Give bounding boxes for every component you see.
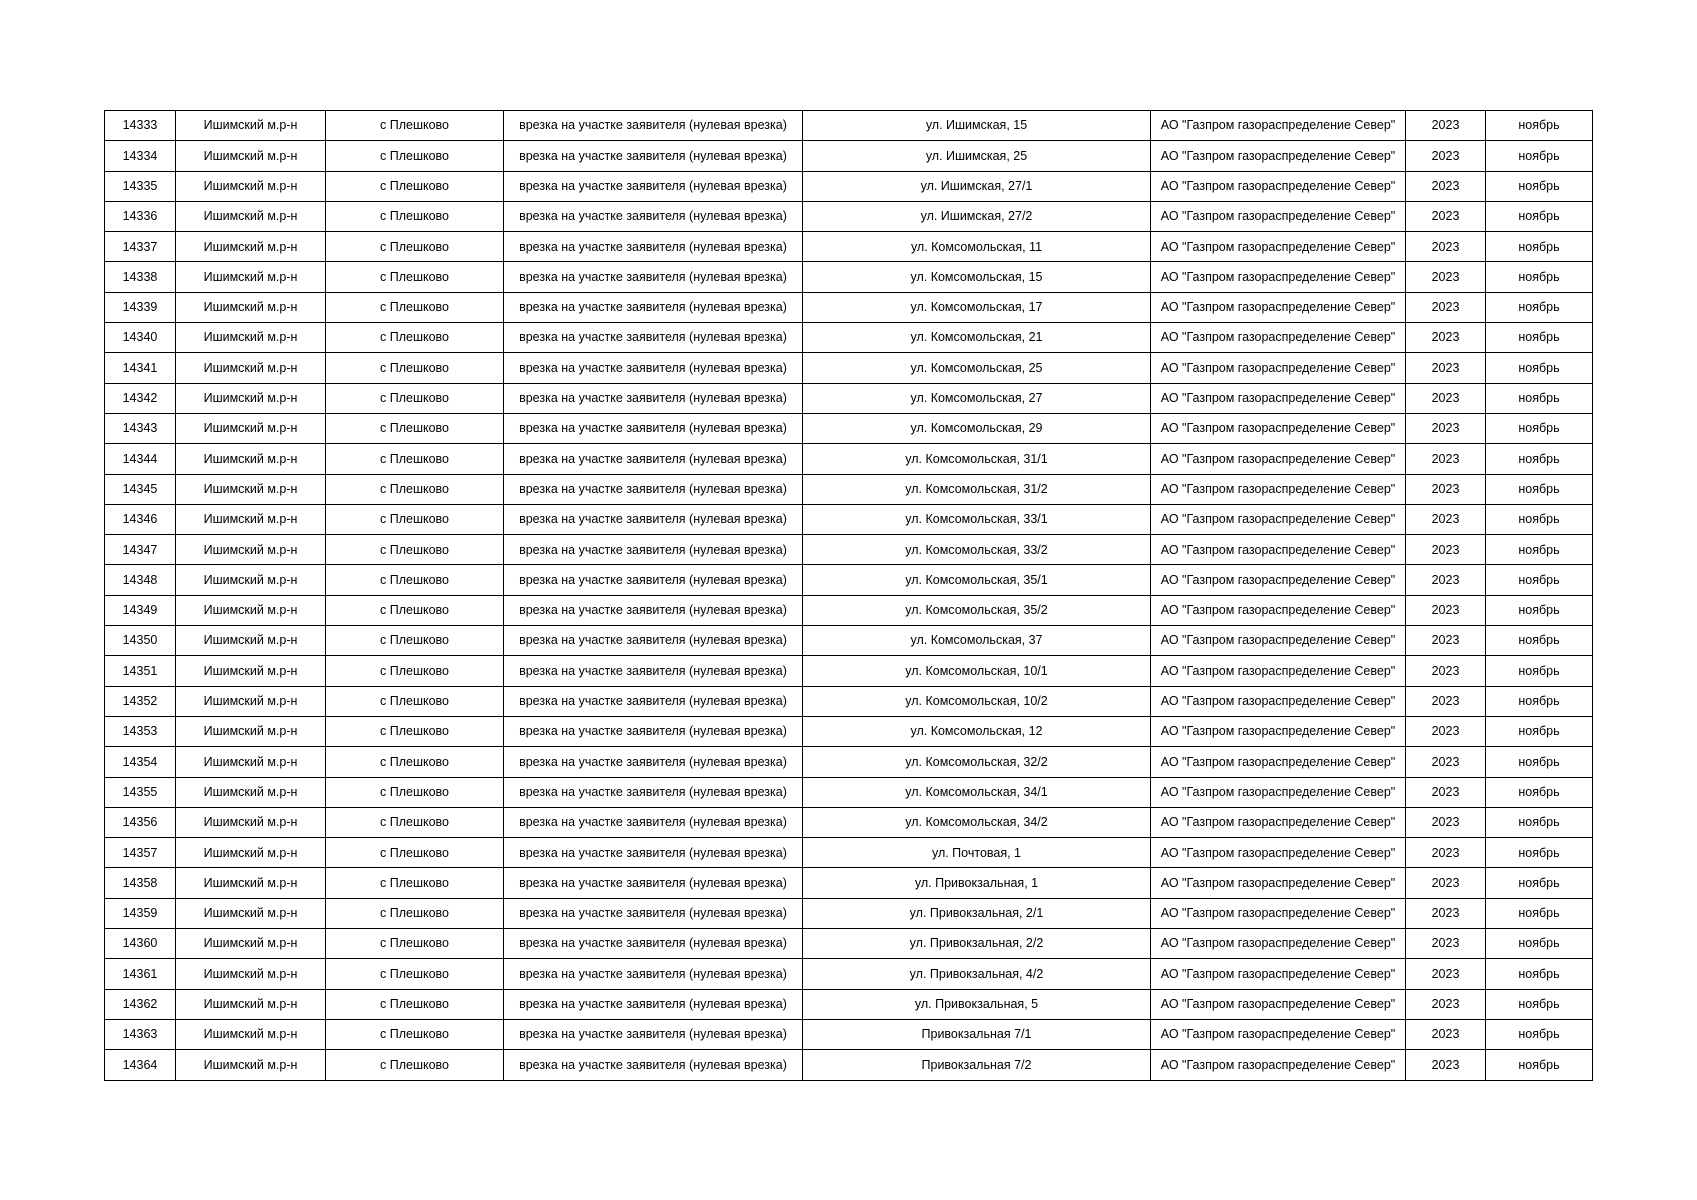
cell-organization: АО "Газпром газораспределение Север" bbox=[1151, 1050, 1406, 1080]
cell-month: ноябрь bbox=[1486, 838, 1593, 868]
cell-month: ноябрь bbox=[1486, 111, 1593, 141]
cell-connection-type: врезка на участке заявителя (нулевая врезка) bbox=[504, 232, 803, 262]
cell-year: 2023 bbox=[1406, 747, 1486, 777]
cell-month: ноябрь bbox=[1486, 989, 1593, 1019]
cell-organization: АО "Газпром газораспределение Север" bbox=[1151, 686, 1406, 716]
cell-year: 2023 bbox=[1406, 262, 1486, 292]
cell-settlement: с Плешково bbox=[326, 807, 504, 837]
cell-connection-type: врезка на участке заявителя (нулевая врезка) bbox=[504, 504, 803, 534]
cell-settlement: с Плешково bbox=[326, 444, 504, 474]
cell-organization: АО "Газпром газораспределение Север" bbox=[1151, 656, 1406, 686]
cell-district: Ишимский м.р-н bbox=[176, 747, 326, 777]
cell-month: ноябрь bbox=[1486, 929, 1593, 959]
cell-month: ноябрь bbox=[1486, 201, 1593, 231]
cell-settlement: с Плешково bbox=[326, 898, 504, 928]
cell-number: 14362 bbox=[105, 989, 176, 1019]
cell-connection-type: врезка на участке заявителя (нулевая врезка) bbox=[504, 413, 803, 443]
cell-address: ул. Комсомольская, 33/1 bbox=[803, 504, 1151, 534]
cell-number: 14357 bbox=[105, 838, 176, 868]
cell-connection-type: врезка на участке заявителя (нулевая врезка) bbox=[504, 141, 803, 171]
cell-month: ноябрь bbox=[1486, 1050, 1593, 1080]
cell-organization: АО "Газпром газораспределение Север" bbox=[1151, 111, 1406, 141]
cell-district: Ишимский м.р-н bbox=[176, 535, 326, 565]
cell-organization: АО "Газпром газораспределение Север" bbox=[1151, 383, 1406, 413]
cell-year: 2023 bbox=[1406, 959, 1486, 989]
cell-organization: АО "Газпром газораспределение Север" bbox=[1151, 1019, 1406, 1049]
cell-organization: АО "Газпром газораспределение Север" bbox=[1151, 171, 1406, 201]
cell-address: ул. Комсомольская, 29 bbox=[803, 413, 1151, 443]
cell-connection-type: врезка на участке заявителя (нулевая врезка) bbox=[504, 535, 803, 565]
cell-district: Ишимский м.р-н bbox=[176, 686, 326, 716]
table-row bbox=[105, 747, 1593, 777]
cell-organization: АО "Газпром газораспределение Север" bbox=[1151, 323, 1406, 353]
cell-number: 14346 bbox=[105, 504, 176, 534]
cell-connection-type: врезка на участке заявителя (нулевая врезка) bbox=[504, 1019, 803, 1049]
cell-month: ноябрь bbox=[1486, 777, 1593, 807]
cell-month: ноябрь bbox=[1486, 716, 1593, 746]
table-row bbox=[105, 201, 1593, 231]
table-row bbox=[105, 838, 1593, 868]
cell-address: ул. Привокзальная, 1 bbox=[803, 868, 1151, 898]
cell-organization: АО "Газпром газораспределение Север" bbox=[1151, 141, 1406, 171]
cell-settlement: с Плешково bbox=[326, 383, 504, 413]
cell-number: 14342 bbox=[105, 383, 176, 413]
cell-address: ул. Комсомольская, 34/1 bbox=[803, 777, 1151, 807]
cell-year: 2023 bbox=[1406, 898, 1486, 928]
cell-district: Ишимский м.р-н bbox=[176, 1050, 326, 1080]
cell-year: 2023 bbox=[1406, 838, 1486, 868]
cell-year: 2023 bbox=[1406, 232, 1486, 262]
cell-settlement: с Плешково bbox=[326, 1019, 504, 1049]
table-row bbox=[105, 171, 1593, 201]
cell-connection-type: врезка на участке заявителя (нулевая врезка) bbox=[504, 989, 803, 1019]
cell-month: ноябрь bbox=[1486, 353, 1593, 383]
table-row bbox=[105, 989, 1593, 1019]
cell-address: ул. Почтовая, 1 bbox=[803, 838, 1151, 868]
cell-address: Привокзальная 7/2 bbox=[803, 1050, 1151, 1080]
cell-number: 14348 bbox=[105, 565, 176, 595]
cell-number: 14354 bbox=[105, 747, 176, 777]
cell-district: Ишимский м.р-н bbox=[176, 444, 326, 474]
cell-number: 14347 bbox=[105, 535, 176, 565]
table-row bbox=[105, 716, 1593, 746]
cell-connection-type: врезка на участке заявителя (нулевая врезка) bbox=[504, 353, 803, 383]
cell-connection-type: врезка на участке заявителя (нулевая врезка) bbox=[504, 868, 803, 898]
cell-year: 2023 bbox=[1406, 716, 1486, 746]
cell-connection-type: врезка на участке заявителя (нулевая врезка) bbox=[504, 201, 803, 231]
cell-connection-type: врезка на участке заявителя (нулевая врезка) bbox=[504, 444, 803, 474]
cell-address: Привокзальная 7/1 bbox=[803, 1019, 1151, 1049]
cell-month: ноябрь bbox=[1486, 1019, 1593, 1049]
cell-district: Ишимский м.р-н bbox=[176, 413, 326, 443]
cell-connection-type: врезка на участке заявителя (нулевая врезка) bbox=[504, 171, 803, 201]
table-row bbox=[105, 898, 1593, 928]
cell-address: ул. Ишимская, 15 bbox=[803, 111, 1151, 141]
cell-month: ноябрь bbox=[1486, 262, 1593, 292]
cell-number: 14361 bbox=[105, 959, 176, 989]
cell-organization: АО "Газпром газораспределение Север" bbox=[1151, 535, 1406, 565]
cell-settlement: с Плешково bbox=[326, 504, 504, 534]
table-row bbox=[105, 474, 1593, 504]
cell-address: ул. Ишимская, 25 bbox=[803, 141, 1151, 171]
table-row bbox=[105, 1050, 1593, 1080]
cell-district: Ишимский м.р-н bbox=[176, 201, 326, 231]
cell-connection-type: врезка на участке заявителя (нулевая врезка) bbox=[504, 686, 803, 716]
cell-address: ул. Комсомольская, 21 bbox=[803, 323, 1151, 353]
cell-number: 14335 bbox=[105, 171, 176, 201]
cell-district: Ишимский м.р-н bbox=[176, 898, 326, 928]
cell-address: ул. Привокзальная, 2/1 bbox=[803, 898, 1151, 928]
cell-month: ноябрь bbox=[1486, 565, 1593, 595]
cell-connection-type: врезка на участке заявителя (нулевая врезка) bbox=[504, 898, 803, 928]
cell-settlement: с Плешково bbox=[326, 111, 504, 141]
cell-district: Ишимский м.р-н bbox=[176, 595, 326, 625]
cell-district: Ишимский м.р-н bbox=[176, 232, 326, 262]
cell-address: ул. Комсомольская, 12 bbox=[803, 716, 1151, 746]
cell-month: ноябрь bbox=[1486, 141, 1593, 171]
cell-month: ноябрь bbox=[1486, 535, 1593, 565]
cell-year: 2023 bbox=[1406, 595, 1486, 625]
cell-organization: АО "Газпром газораспределение Север" bbox=[1151, 504, 1406, 534]
cell-connection-type: врезка на участке заявителя (нулевая врезка) bbox=[504, 383, 803, 413]
cell-year: 2023 bbox=[1406, 868, 1486, 898]
cell-connection-type: врезка на участке заявителя (нулевая врезка) bbox=[504, 626, 803, 656]
table-row bbox=[105, 292, 1593, 322]
table-row bbox=[105, 232, 1593, 262]
cell-settlement: с Плешково bbox=[326, 686, 504, 716]
table-row bbox=[105, 1019, 1593, 1049]
table-row bbox=[105, 413, 1593, 443]
table-row bbox=[105, 535, 1593, 565]
cell-month: ноябрь bbox=[1486, 686, 1593, 716]
cell-settlement: с Плешково bbox=[326, 959, 504, 989]
cell-address: ул. Комсомольская, 17 bbox=[803, 292, 1151, 322]
cell-settlement: с Плешково bbox=[326, 595, 504, 625]
cell-organization: АО "Газпром газораспределение Север" bbox=[1151, 807, 1406, 837]
cell-address: ул. Привокзальная, 4/2 bbox=[803, 959, 1151, 989]
cell-address: ул. Привокзальная, 2/2 bbox=[803, 929, 1151, 959]
cell-settlement: с Плешково bbox=[326, 292, 504, 322]
cell-district: Ишимский м.р-н bbox=[176, 1019, 326, 1049]
cell-number: 14344 bbox=[105, 444, 176, 474]
cell-year: 2023 bbox=[1406, 413, 1486, 443]
cell-address: ул. Комсомольская, 34/2 bbox=[803, 807, 1151, 837]
cell-settlement: с Плешково bbox=[326, 868, 504, 898]
cell-district: Ишимский м.р-н bbox=[176, 111, 326, 141]
cell-number: 14359 bbox=[105, 898, 176, 928]
cell-address: ул. Комсомольская, 31/1 bbox=[803, 444, 1151, 474]
cell-number: 14338 bbox=[105, 262, 176, 292]
cell-organization: АО "Газпром газораспределение Север" bbox=[1151, 898, 1406, 928]
table-row bbox=[105, 807, 1593, 837]
cell-number: 14351 bbox=[105, 656, 176, 686]
cell-address: ул. Комсомольская, 10/1 bbox=[803, 656, 1151, 686]
cell-settlement: с Плешково bbox=[326, 535, 504, 565]
cell-settlement: с Плешково bbox=[326, 565, 504, 595]
table-row bbox=[105, 777, 1593, 807]
cell-district: Ишимский м.р-н bbox=[176, 959, 326, 989]
cell-number: 14363 bbox=[105, 1019, 176, 1049]
cell-district: Ишимский м.р-н bbox=[176, 141, 326, 171]
cell-month: ноябрь bbox=[1486, 959, 1593, 989]
cell-district: Ишимский м.р-н bbox=[176, 262, 326, 292]
cell-address: ул. Комсомольская, 11 bbox=[803, 232, 1151, 262]
cell-district: Ишимский м.р-н bbox=[176, 323, 326, 353]
cell-district: Ишимский м.р-н bbox=[176, 716, 326, 746]
cell-year: 2023 bbox=[1406, 656, 1486, 686]
table-row bbox=[105, 323, 1593, 353]
cell-connection-type: врезка на участке заявителя (нулевая врезка) bbox=[504, 656, 803, 686]
cell-year: 2023 bbox=[1406, 686, 1486, 716]
cell-settlement: с Плешково bbox=[326, 353, 504, 383]
cell-year: 2023 bbox=[1406, 1019, 1486, 1049]
cell-number: 14349 bbox=[105, 595, 176, 625]
cell-connection-type: врезка на участке заявителя (нулевая врезка) bbox=[504, 807, 803, 837]
cell-district: Ишимский м.р-н bbox=[176, 504, 326, 534]
cell-organization: АО "Газпром газораспределение Север" bbox=[1151, 474, 1406, 504]
cell-connection-type: врезка на участке заявителя (нулевая врезка) bbox=[504, 777, 803, 807]
cell-year: 2023 bbox=[1406, 565, 1486, 595]
cell-number: 14339 bbox=[105, 292, 176, 322]
cell-month: ноябрь bbox=[1486, 898, 1593, 928]
cell-year: 2023 bbox=[1406, 626, 1486, 656]
cell-connection-type: врезка на участке заявителя (нулевая врезка) bbox=[504, 929, 803, 959]
cell-connection-type: врезка на участке заявителя (нулевая врезка) bbox=[504, 292, 803, 322]
table-row bbox=[105, 656, 1593, 686]
cell-number: 14358 bbox=[105, 868, 176, 898]
cell-organization: АО "Газпром газораспределение Север" bbox=[1151, 201, 1406, 231]
cell-year: 2023 bbox=[1406, 171, 1486, 201]
cell-address: ул. Комсомольская, 31/2 bbox=[803, 474, 1151, 504]
cell-district: Ишимский м.р-н bbox=[176, 838, 326, 868]
cell-number: 14364 bbox=[105, 1050, 176, 1080]
cell-number: 14352 bbox=[105, 686, 176, 716]
cell-connection-type: врезка на участке заявителя (нулевая врезка) bbox=[504, 838, 803, 868]
cell-year: 2023 bbox=[1406, 504, 1486, 534]
cell-month: ноябрь bbox=[1486, 807, 1593, 837]
cell-organization: АО "Газпром газораспределение Север" bbox=[1151, 777, 1406, 807]
table-row bbox=[105, 565, 1593, 595]
cell-address: ул. Ишимская, 27/2 bbox=[803, 201, 1151, 231]
cell-organization: АО "Газпром газораспределение Север" bbox=[1151, 989, 1406, 1019]
cell-address: ул. Комсомольская, 25 bbox=[803, 353, 1151, 383]
cell-connection-type: врезка на участке заявителя (нулевая врезка) bbox=[504, 1050, 803, 1080]
cell-district: Ишимский м.р-н bbox=[176, 353, 326, 383]
cell-year: 2023 bbox=[1406, 292, 1486, 322]
cell-connection-type: врезка на участке заявителя (нулевая врезка) bbox=[504, 716, 803, 746]
cell-year: 2023 bbox=[1406, 201, 1486, 231]
cell-number: 14337 bbox=[105, 232, 176, 262]
cell-organization: АО "Газпром газораспределение Север" bbox=[1151, 232, 1406, 262]
cell-number: 14355 bbox=[105, 777, 176, 807]
cell-connection-type: врезка на участке заявителя (нулевая врезка) bbox=[504, 959, 803, 989]
table-row bbox=[105, 262, 1593, 292]
cell-month: ноябрь bbox=[1486, 232, 1593, 262]
cell-number: 14350 bbox=[105, 626, 176, 656]
cell-settlement: с Плешково bbox=[326, 626, 504, 656]
cell-district: Ишимский м.р-н bbox=[176, 989, 326, 1019]
table-row bbox=[105, 111, 1593, 141]
cell-connection-type: врезка на участке заявителя (нулевая врезка) bbox=[504, 323, 803, 353]
cell-settlement: с Плешково bbox=[326, 413, 504, 443]
cell-address: ул. Комсомольская, 37 bbox=[803, 626, 1151, 656]
cell-district: Ишимский м.р-н bbox=[176, 929, 326, 959]
cell-settlement: с Плешково bbox=[326, 474, 504, 504]
cell-connection-type: врезка на участке заявителя (нулевая врезка) bbox=[504, 565, 803, 595]
cell-district: Ишимский м.р-н bbox=[176, 383, 326, 413]
cell-year: 2023 bbox=[1406, 383, 1486, 413]
table-row bbox=[105, 141, 1593, 171]
cell-address: ул. Комсомольская, 35/1 bbox=[803, 565, 1151, 595]
cell-year: 2023 bbox=[1406, 777, 1486, 807]
cell-year: 2023 bbox=[1406, 929, 1486, 959]
cell-month: ноябрь bbox=[1486, 323, 1593, 353]
cell-district: Ишимский м.р-н bbox=[176, 777, 326, 807]
cell-year: 2023 bbox=[1406, 141, 1486, 171]
cell-month: ноябрь bbox=[1486, 444, 1593, 474]
cell-district: Ишимский м.р-н bbox=[176, 565, 326, 595]
cell-year: 2023 bbox=[1406, 111, 1486, 141]
cell-district: Ишимский м.р-н bbox=[176, 807, 326, 837]
cell-number: 14345 bbox=[105, 474, 176, 504]
cell-number: 14341 bbox=[105, 353, 176, 383]
cell-organization: АО "Газпром газораспределение Север" bbox=[1151, 716, 1406, 746]
cell-address: ул. Комсомольская, 33/2 bbox=[803, 535, 1151, 565]
cell-settlement: с Плешково bbox=[326, 1050, 504, 1080]
cell-number: 14336 bbox=[105, 201, 176, 231]
cell-connection-type: врезка на участке заявителя (нулевая врезка) bbox=[504, 595, 803, 625]
cell-settlement: с Плешково bbox=[326, 323, 504, 353]
cell-settlement: с Плешково bbox=[326, 747, 504, 777]
table-body bbox=[105, 111, 1593, 1081]
cell-district: Ишимский м.р-н bbox=[176, 474, 326, 504]
cell-month: ноябрь bbox=[1486, 626, 1593, 656]
cell-month: ноябрь bbox=[1486, 595, 1593, 625]
cell-year: 2023 bbox=[1406, 989, 1486, 1019]
cell-organization: АО "Газпром газораспределение Север" bbox=[1151, 959, 1406, 989]
cell-settlement: с Плешково bbox=[326, 141, 504, 171]
cell-month: ноябрь bbox=[1486, 747, 1593, 777]
cell-organization: АО "Газпром газораспределение Север" bbox=[1151, 565, 1406, 595]
cell-address: ул. Комсомольская, 15 bbox=[803, 262, 1151, 292]
table-row bbox=[105, 595, 1593, 625]
cell-year: 2023 bbox=[1406, 444, 1486, 474]
cell-connection-type: врезка на участке заявителя (нулевая врезка) bbox=[504, 111, 803, 141]
cell-year: 2023 bbox=[1406, 1050, 1486, 1080]
cell-organization: АО "Газпром газораспределение Север" bbox=[1151, 838, 1406, 868]
cell-organization: АО "Газпром газораспределение Север" bbox=[1151, 626, 1406, 656]
cell-month: ноябрь bbox=[1486, 383, 1593, 413]
cell-connection-type: врезка на участке заявителя (нулевая врезка) bbox=[504, 747, 803, 777]
cell-settlement: с Плешково bbox=[326, 777, 504, 807]
cell-year: 2023 bbox=[1406, 323, 1486, 353]
cell-district: Ишимский м.р-н bbox=[176, 656, 326, 686]
table-row bbox=[105, 686, 1593, 716]
cell-district: Ишимский м.р-н bbox=[176, 868, 326, 898]
cell-organization: АО "Газпром газораспределение Север" bbox=[1151, 292, 1406, 322]
cell-organization: АО "Газпром газораспределение Север" bbox=[1151, 262, 1406, 292]
cell-settlement: с Плешково bbox=[326, 201, 504, 231]
cell-address: ул. Комсомольская, 32/2 bbox=[803, 747, 1151, 777]
cell-address: ул. Комсомольская, 27 bbox=[803, 383, 1151, 413]
cell-district: Ишимский м.р-н bbox=[176, 171, 326, 201]
table-row bbox=[105, 959, 1593, 989]
table-row bbox=[105, 626, 1593, 656]
cell-connection-type: врезка на участке заявителя (нулевая врезка) bbox=[504, 262, 803, 292]
cell-address: ул. Ишимская, 27/1 bbox=[803, 171, 1151, 201]
cell-number: 14356 bbox=[105, 807, 176, 837]
cell-organization: АО "Газпром газораспределение Север" bbox=[1151, 747, 1406, 777]
cell-connection-type: врезка на участке заявителя (нулевая врезка) bbox=[504, 474, 803, 504]
data-table bbox=[104, 110, 1593, 1081]
cell-month: ноябрь bbox=[1486, 868, 1593, 898]
cell-address: ул. Привокзальная, 5 bbox=[803, 989, 1151, 1019]
cell-district: Ишимский м.р-н bbox=[176, 292, 326, 322]
cell-organization: АО "Газпром газораспределение Север" bbox=[1151, 595, 1406, 625]
cell-number: 14340 bbox=[105, 323, 176, 353]
cell-year: 2023 bbox=[1406, 535, 1486, 565]
table-row bbox=[105, 504, 1593, 534]
cell-year: 2023 bbox=[1406, 353, 1486, 383]
cell-organization: АО "Газпром газораспределение Север" bbox=[1151, 444, 1406, 474]
cell-settlement: с Плешково bbox=[326, 171, 504, 201]
table-row bbox=[105, 444, 1593, 474]
table-row bbox=[105, 868, 1593, 898]
cell-number: 14360 bbox=[105, 929, 176, 959]
table-row bbox=[105, 929, 1593, 959]
cell-address: ул. Комсомольская, 35/2 bbox=[803, 595, 1151, 625]
table-row bbox=[105, 353, 1593, 383]
table-row bbox=[105, 383, 1593, 413]
cell-number: 14353 bbox=[105, 716, 176, 746]
cell-month: ноябрь bbox=[1486, 171, 1593, 201]
cell-number: 14343 bbox=[105, 413, 176, 443]
cell-year: 2023 bbox=[1406, 474, 1486, 504]
cell-organization: АО "Газпром газораспределение Север" bbox=[1151, 413, 1406, 443]
cell-number: 14333 bbox=[105, 111, 176, 141]
cell-settlement: с Плешково bbox=[326, 656, 504, 686]
cell-settlement: с Плешково bbox=[326, 838, 504, 868]
cell-district: Ишимский м.р-н bbox=[176, 626, 326, 656]
cell-organization: АО "Газпром газораспределение Север" bbox=[1151, 353, 1406, 383]
cell-month: ноябрь bbox=[1486, 474, 1593, 504]
cell-month: ноябрь bbox=[1486, 413, 1593, 443]
cell-settlement: с Плешково bbox=[326, 232, 504, 262]
cell-settlement: с Плешково bbox=[326, 262, 504, 292]
cell-settlement: с Плешково bbox=[326, 989, 504, 1019]
cell-month: ноябрь bbox=[1486, 504, 1593, 534]
cell-number: 14334 bbox=[105, 141, 176, 171]
cell-address: ул. Комсомольская, 10/2 bbox=[803, 686, 1151, 716]
cell-month: ноябрь bbox=[1486, 656, 1593, 686]
cell-organization: АО "Газпром газораспределение Север" bbox=[1151, 929, 1406, 959]
cell-month: ноябрь bbox=[1486, 292, 1593, 322]
cell-settlement: с Плешково bbox=[326, 716, 504, 746]
cell-organization: АО "Газпром газораспределение Север" bbox=[1151, 868, 1406, 898]
cell-year: 2023 bbox=[1406, 807, 1486, 837]
cell-settlement: с Плешково bbox=[326, 929, 504, 959]
